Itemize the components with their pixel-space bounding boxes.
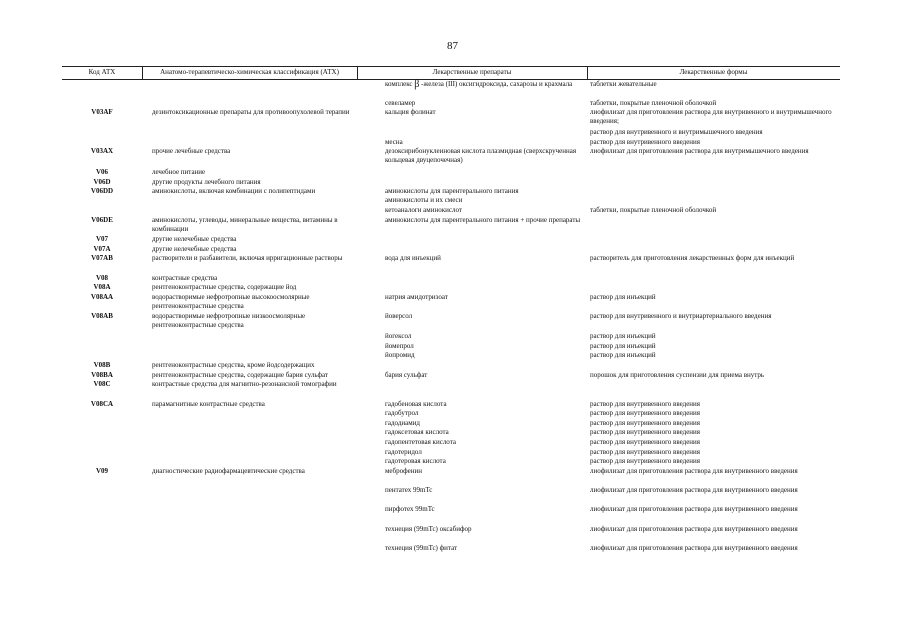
drug-name: йомепрол [385,342,414,350]
atc-classification: контрастные средства для магнитно-резонансной томографии [152,380,337,388]
atc-classification: парамагнитные контрастные средства [152,400,265,408]
drug-name: аминокислоты и их смеси [385,196,463,204]
drug-name: бария сульфат [385,371,428,379]
atc-classification: другие нелечебные средства [152,235,237,243]
dosage-form: порошок для приготовления суспензии для приема внутрь [590,371,765,379]
dosage-form: раствор для внутривенного и внутримышечного введения [590,128,763,136]
atc-code: V08AA [90,293,114,301]
drug-name: меброфенин [385,467,422,475]
dosage-form: лиофилизат для приготовления раствора для внутримышечного введения [590,147,809,155]
dosage-form: раствор для внутривенного введения [590,448,701,456]
atc-classification: водорастворимые нефротропные высокоосмолярные рентгеноконтрастные средства [152,293,310,310]
atc-classification: диагностические радиофармацевтические средства [152,467,305,475]
drug-name: кетоаналоги аминокислот [385,206,462,214]
dosage-form: раствор для внутривенного введения [590,428,701,436]
atc-code: V08 [95,274,109,282]
drug-name: пирфотех 99mTc [385,505,435,513]
drug-name: гадобутрол [385,409,419,417]
drug-name: гадобеновая кислота [385,400,447,408]
drug-name: дезоксирибонуклеиновая кислота плазмидная (сверхскрученная кольцевая двуцепочечная) [385,147,577,164]
drug-name: натрия амидотризоат [385,293,448,301]
dosage-form: раствор для внутривенного введения [590,457,701,465]
atc-classification: рентгеноконтрастные средства, содержащие бария сульфат [152,371,329,379]
atc-classification: аминокислоты, углеводы, минеральные вещества, витамины в комбинации [152,216,338,233]
header-forms: Лекарственные формы [679,68,748,76]
dosage-form: растворитель для приготовления лекарственных форм для инъекций [590,254,795,262]
dosage-form: раствор для инъекций [590,293,656,301]
dosage-form: таблетки, покрытые пленочной оболочкой [590,99,717,107]
drug-name: севеламер [385,99,416,107]
drug-name: технеция (99mTc) оксабифор [385,525,472,533]
dosage-form: раствор для внутривенного и внутриартериального введения [590,312,772,320]
header-classification: Анатомо-терапевтическо-химическая классификация (АТХ) [160,68,339,76]
header-divider [357,66,358,80]
dosage-form: лиофилизат для приготовления раствора для внутривенного введения [590,486,798,494]
dosage-form: лиофилизат для приготовления раствора для внутривенного и внутримышечного введения; [590,108,832,125]
atc-code: V06DE [91,216,113,224]
drug-name-part: комплекс [385,80,413,88]
dosage-form: раствор для инъекций [590,342,656,350]
atc-code: V07 [95,235,109,243]
dosage-form: раствор для внутривенного введения [590,438,701,446]
drug-name: пентатех 99mTc [385,486,433,494]
atc-code: V06 [95,168,109,176]
dosage-form: лиофилизат для приготовления раствора для внутривенного введения [590,505,798,513]
dosage-form: раствор для внутривенного введения [590,419,701,427]
drug-name: вода для инъекций [385,254,441,262]
dosage-form: раствор для внутривенного введения [590,138,701,146]
atc-code: V08B [93,361,111,369]
drug-name: аминокислоты для парентерального питания [385,187,519,195]
atc-code: V07A [93,245,111,253]
atc-code: V03AF [91,108,113,116]
page-number: 87 [447,40,458,52]
atc-classification: другие нелечебные средства [152,245,237,253]
atc-classification: рентгеноконтрастные средства, кроме йодсодержащих [152,361,315,369]
dosage-form: раствор для внутривенного введения [590,400,701,408]
atc-code: V06DD [90,187,114,195]
dosage-form: раствор для инъекций [590,332,656,340]
table-header [62,66,840,80]
drug-name: гадодиамид [385,419,420,427]
dosage-form: раствор для внутривенного введения [590,409,701,417]
drug-name: йогексол [385,332,412,340]
dosage-form: лиофилизат для приготовления раствора для внутривенного введения [590,467,798,475]
atc-code: V08CA [90,400,114,408]
drug-name: месна [385,138,403,146]
atc-code: V08AB [91,312,113,320]
dosage-form: таблетки, покрытые пленочной оболочкой [590,206,717,214]
atc-classification: контрастные средства [152,274,218,282]
drug-name: йоверсол [385,312,413,320]
atc-classification: другие продукты лечебного питания [152,178,261,186]
atc-classification: лечебное питание [152,168,206,176]
dosage-form: таблетки жевательные [590,80,657,88]
drug-name-part: -железа (III) оксигидроксида, сахарозы и крахмала [419,80,573,88]
atc-code: V06D [93,178,111,186]
drug-name: гадотеридол [385,448,422,456]
drug-name: йопромид [385,351,415,359]
atc-classification: прочие лечебные средства [152,147,231,155]
atc-code: V03AX [90,147,114,155]
atc-code: V08BA [91,371,113,379]
drug-name: гадотеровая кислота [385,457,446,465]
atc-classification: водорастворимые нефротропные низкоосмолярные рентгеноконтрастные средства [152,312,306,329]
atc-classification: рентгеноконтрастные средства, содержащие йод [152,283,297,291]
atc-code: V08C [93,380,111,388]
atc-code: V07AB [91,254,113,262]
atc-classification: дезинтоксикационные препараты для противоопухолевой терапии [152,108,350,116]
drug-name: технеция (99mTc) фитат [385,544,458,552]
header-code: Код АТХ [88,68,116,76]
beta-symbol: β [414,79,420,90]
atc-classification: растворители и разбавители, включая ирригационные растворы [152,254,343,262]
drug-name: кальция фолинат [385,108,436,116]
drug-name: гадопентетовая кислота [385,438,456,446]
dosage-form: раствор для инъекций [590,351,656,359]
header-divider [142,66,143,80]
drug-name: аминокислоты для парентерального питания + прочие препараты [385,216,581,224]
dosage-form: лиофилизат для приготовления раствора для внутривенного введения [590,544,798,552]
drug-name: гадоксетовая кислота [385,428,449,436]
atc-code: V09 [95,467,109,475]
drug-name [385,80,585,89]
header-drugs: Лекарственные препараты [432,68,512,76]
atc-code: V08A [93,283,111,291]
atc-classification: аминокислоты, включая комбинации с полипептидами [152,187,316,195]
header-divider [587,66,588,80]
dosage-form: лиофилизат для приготовления раствора для внутривенного введения [590,525,798,533]
